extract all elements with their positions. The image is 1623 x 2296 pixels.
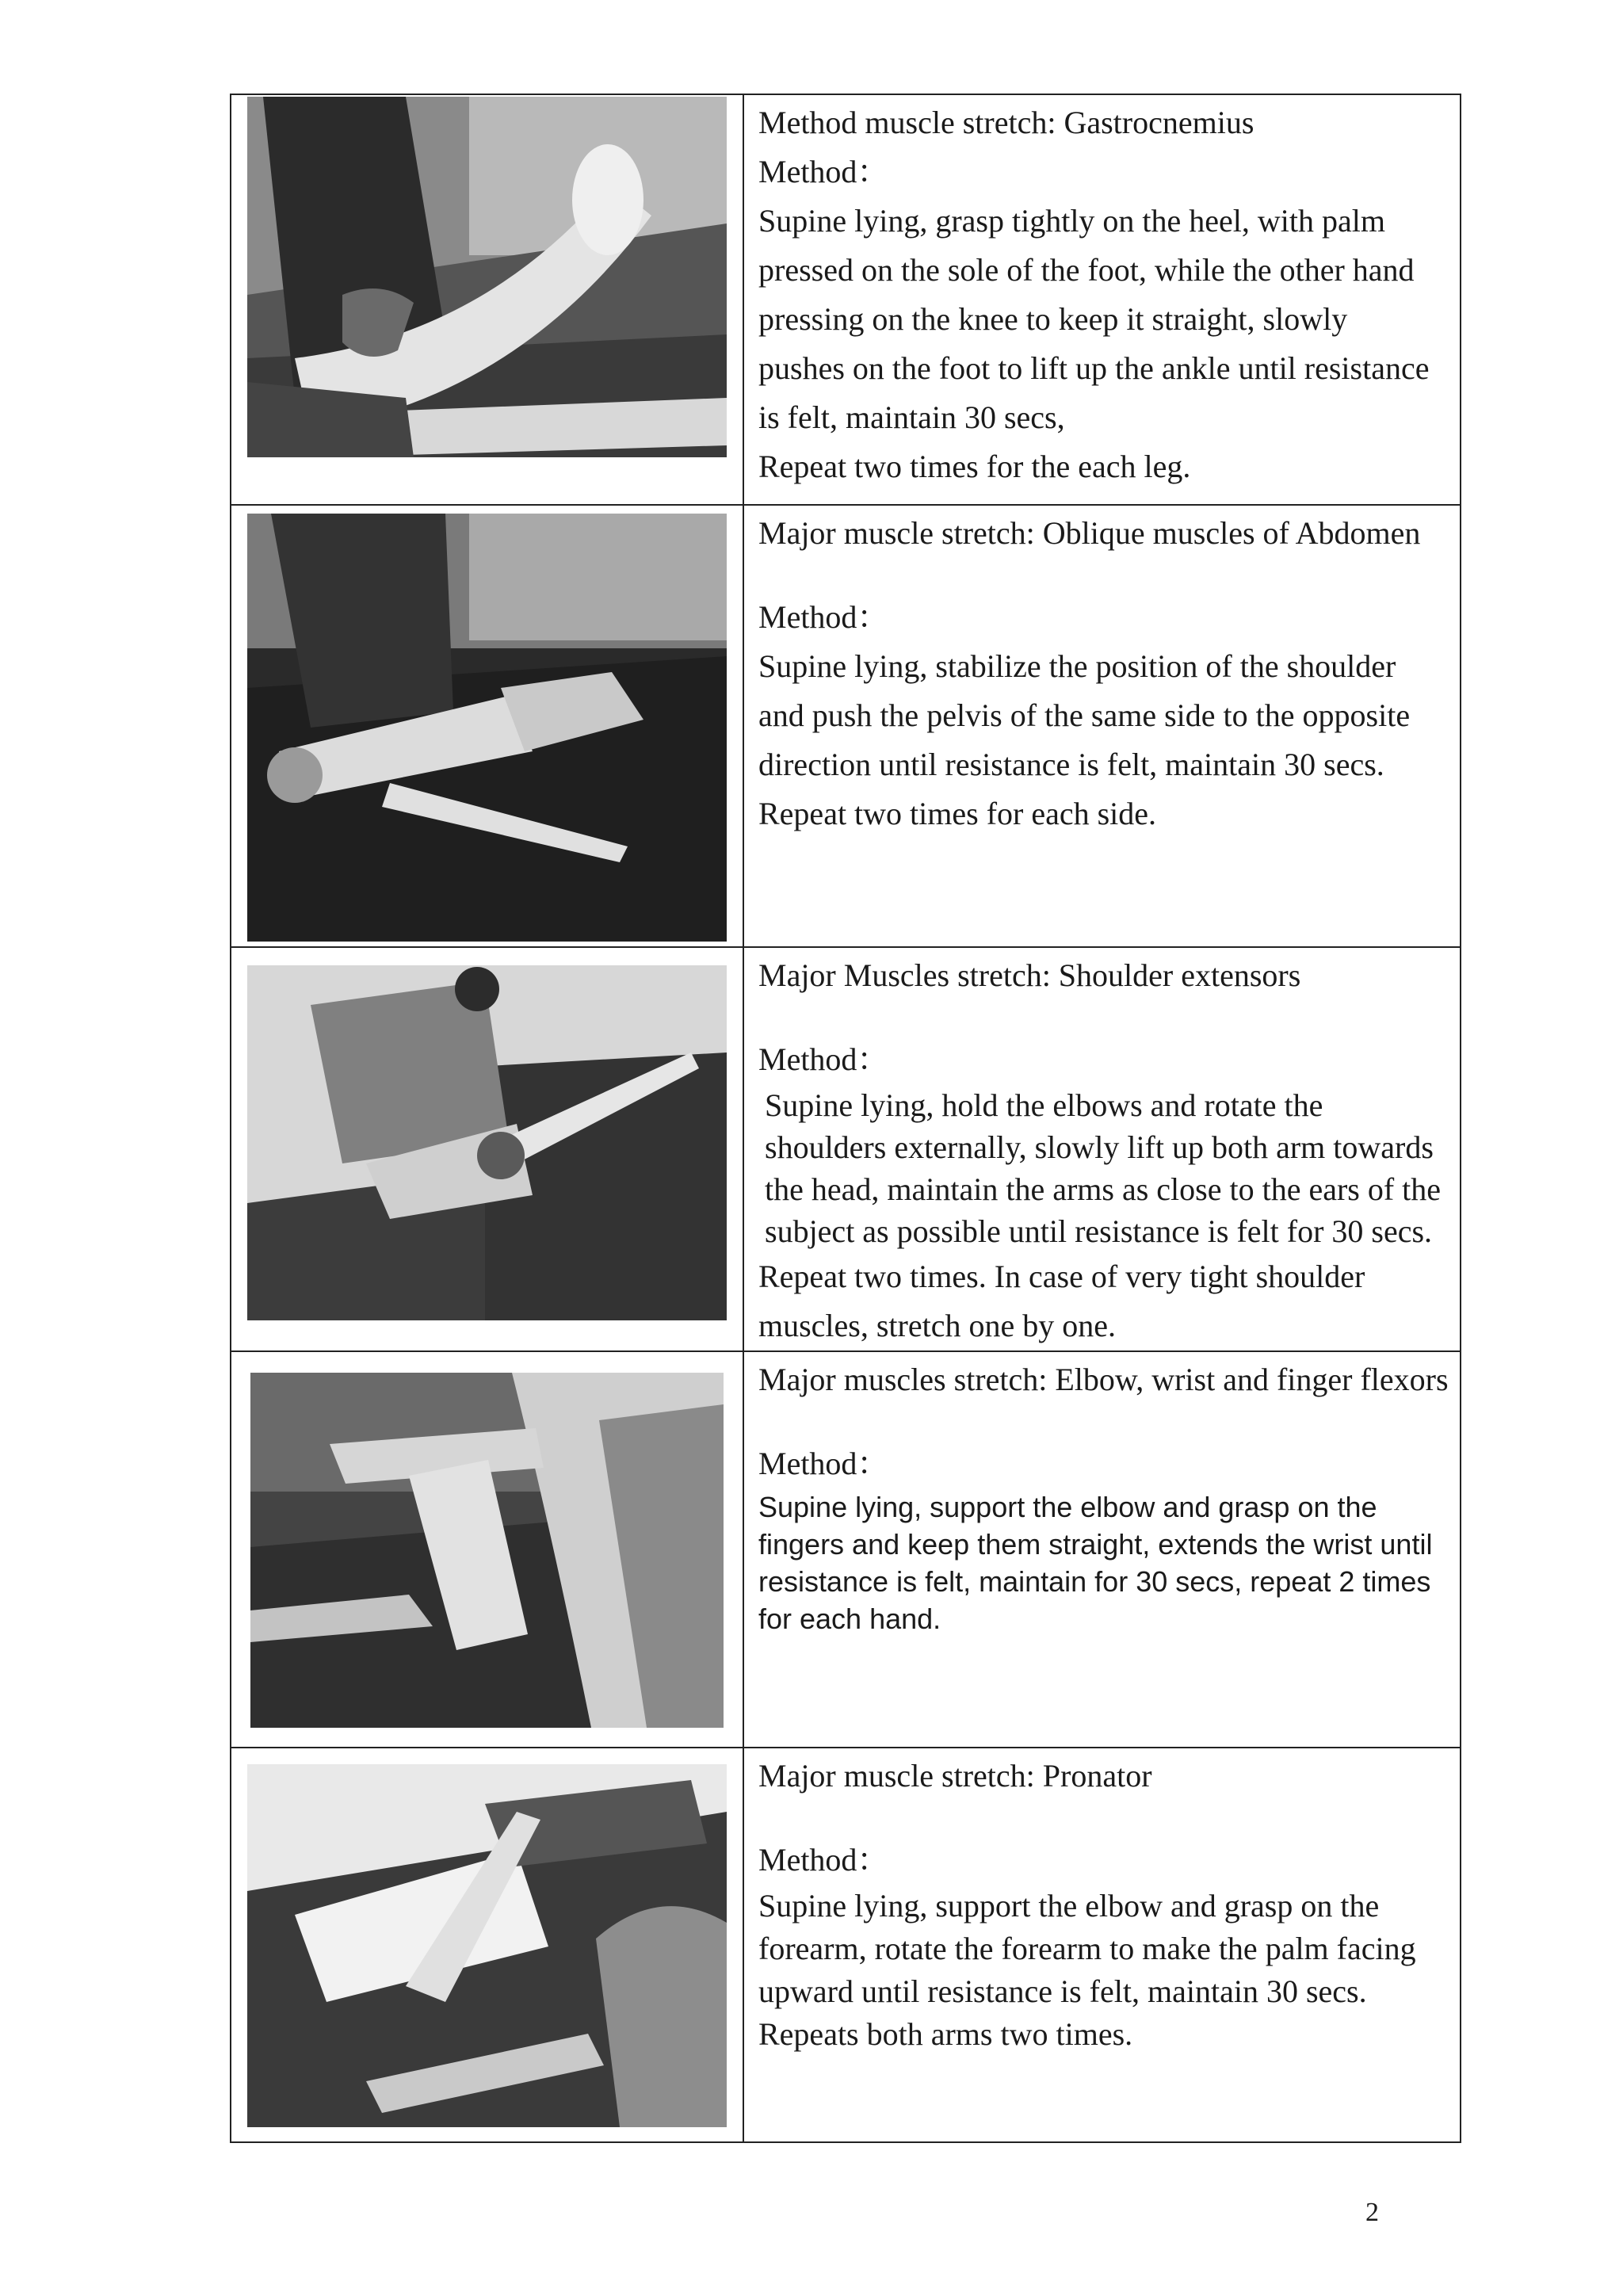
- page-number: 2: [1365, 2198, 1379, 2227]
- wrist-stretch-photo: [250, 1373, 724, 1728]
- table-row: [231, 947, 1461, 1351]
- method-label: Method：: [758, 1842, 889, 1878]
- photo-cell: [231, 1351, 743, 1748]
- method-label: Method：: [758, 599, 889, 635]
- text-cell: [743, 947, 1461, 1351]
- method-label: Method：: [758, 154, 889, 189]
- method-label: Method：: [758, 1446, 889, 1481]
- text-cell: [743, 1748, 1461, 2142]
- shoulder-stretch-photo: [247, 965, 727, 1320]
- photo-cell: [231, 1748, 743, 2142]
- text-cell: [743, 94, 1461, 505]
- text-cell: [743, 1351, 1461, 1748]
- table-row: [231, 94, 1461, 505]
- table-row: [231, 505, 1461, 947]
- repeat-instruction: Repeats both arms two times.: [758, 2016, 1133, 2052]
- method-description: Supine lying, stabilize the position of the shoulder and push the pelvis of the same side to the opposite direction until resistance is felt, maintain 30 secs.: [758, 648, 1411, 782]
- method-description: Supine lying, support the elbow and grasp on the fingers and keep them straight, extends the wrist until resistance is felt, maintain for 30 secs, repeat 2 times for each hand.: [758, 1491, 1433, 1635]
- repeat-instruction: Repeat two times. In case of very tight shoulder muscles, stretch one by one.: [758, 1259, 1365, 1343]
- row-title: Method muscle stretch: Gastrocnemius: [758, 105, 1254, 140]
- method-description: Supine lying, support the elbow and grasp on the forearm, rotate the forearm to make the palm facing upward until resistance is felt, maintain 30 secs.: [758, 1888, 1416, 2009]
- trunk-rotation-photo: [247, 514, 727, 942]
- table-row: [231, 1351, 1461, 1748]
- table-row: [231, 1748, 1461, 2142]
- method-label: Method：: [758, 1041, 889, 1077]
- method-description: Supine lying, hold the elbows and rotate the shoulders externally, slowly lift up both arm towards the head, maintain the arms as close to the ears of the subject as possible until resistance is felt for 30 secs.: [765, 1087, 1442, 1249]
- calf-stretch-photo: [247, 97, 727, 457]
- stretch-table: [230, 94, 1461, 2143]
- row-title: Major Muscles stretch: Shoulder extensors: [758, 957, 1301, 993]
- photo-cell: [231, 947, 743, 1351]
- method-description: Supine lying, grasp tightly on the heel, with palm pressed on the sole of the foot, while the other hand pressing on the knee to keep it straight, slowly pushes on the foot to lift up the ankle until resistance is felt, maintain 30 secs,: [758, 203, 1430, 435]
- repeat-instruction: Repeat two times for the each leg.: [758, 449, 1191, 484]
- photo-cell: [231, 94, 743, 505]
- row-title: Major muscle stretch: Oblique muscles of Abdomen: [758, 515, 1421, 551]
- pronator-stretch-photo: [247, 1764, 727, 2127]
- repeat-instruction: Repeat two times for each side.: [758, 796, 1157, 831]
- photo-cell: [231, 505, 743, 947]
- text-cell: [743, 505, 1461, 947]
- row-title: Major muscles stretch: Elbow, wrist and finger flexors: [758, 1362, 1449, 1397]
- row-title: Major muscle stretch: Pronator: [758, 1758, 1152, 1794]
